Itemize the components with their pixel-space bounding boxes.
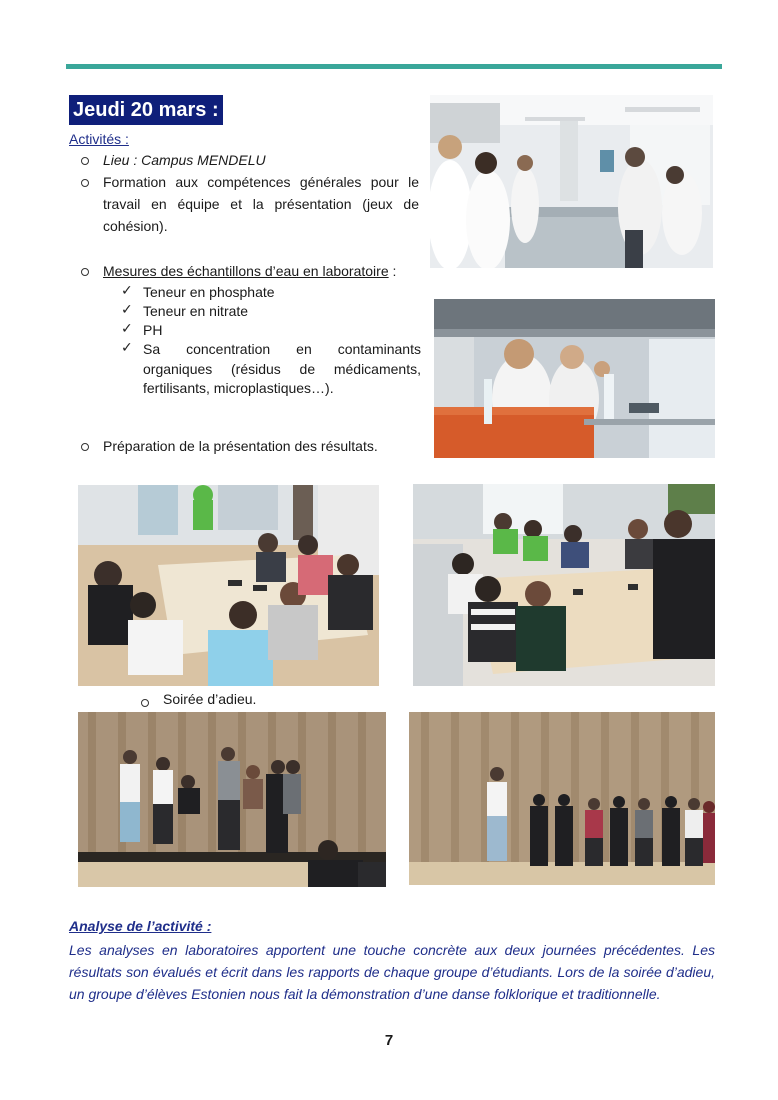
checkmark-icon: ✓ bbox=[121, 301, 133, 317]
training-line-2: travail en équipe et la présentation (jeux de bbox=[103, 196, 419, 212]
measures-title bbox=[103, 261, 396, 283]
checkmark-icon: ✓ bbox=[121, 282, 133, 298]
bullet-circle-icon bbox=[81, 157, 89, 165]
dance-photo-line bbox=[409, 712, 715, 885]
check-concentration-line-2: organiques (résidus de médicaments, bbox=[143, 361, 421, 377]
page-number: 7 bbox=[384, 1032, 394, 1049]
team-table-photo bbox=[413, 484, 715, 686]
lab-photo-group bbox=[430, 95, 713, 268]
bullet-circle-icon bbox=[81, 179, 89, 187]
top-divider bbox=[66, 64, 722, 69]
measures-colon: : bbox=[388, 263, 397, 279]
bullet-circle-icon bbox=[81, 443, 89, 451]
lab-photo-closeup bbox=[434, 299, 715, 458]
analysis-body: Les analyses en laboratoires apportent une touche concrète aux deux journées précédentes. Les résultats son évalués et écrit dans les rapports de chaque groupe d’étudiants. Lors de la soirée d’adieu, un groupe d’élèves Estonien nous fait la démonstration d’une danse folklorique et traditionnelle. bbox=[69, 942, 715, 1002]
check-nitrate: Teneur en nitrate bbox=[143, 303, 249, 319]
bullet-circle-icon bbox=[81, 268, 89, 276]
dance-photo-stage bbox=[78, 712, 386, 887]
checkmark-icon: ✓ bbox=[121, 320, 133, 336]
check-concentration-line-3: fertilisants, microplastiques…). bbox=[143, 380, 334, 396]
team-game-photo bbox=[78, 485, 379, 686]
measures-title-text: Mesures des échantillons d’eau en laboratoire bbox=[103, 263, 389, 279]
check-phosphate: Teneur en phosphate bbox=[143, 284, 275, 300]
date-heading: Jeudi 20 mars : bbox=[69, 95, 223, 125]
analysis-title: Analyse de l’activité : bbox=[69, 918, 212, 934]
activities-label: Activités : bbox=[69, 131, 129, 147]
bullet-circle-icon bbox=[141, 699, 149, 707]
location-text: Lieu : Campus MENDELU bbox=[103, 152, 266, 168]
checkmark-icon: ✓ bbox=[121, 339, 133, 355]
check-ph: PH bbox=[143, 322, 163, 338]
farewell-text: Soirée d’adieu. bbox=[163, 691, 257, 707]
training-line-3: cohésion). bbox=[103, 218, 168, 234]
preparation-text: Préparation de la présentation des résultats. bbox=[103, 438, 378, 454]
training-line-1: Formation aux compétences générales pour le bbox=[103, 174, 419, 190]
check-concentration-line-1: Sa concentration en contaminants bbox=[143, 341, 421, 357]
